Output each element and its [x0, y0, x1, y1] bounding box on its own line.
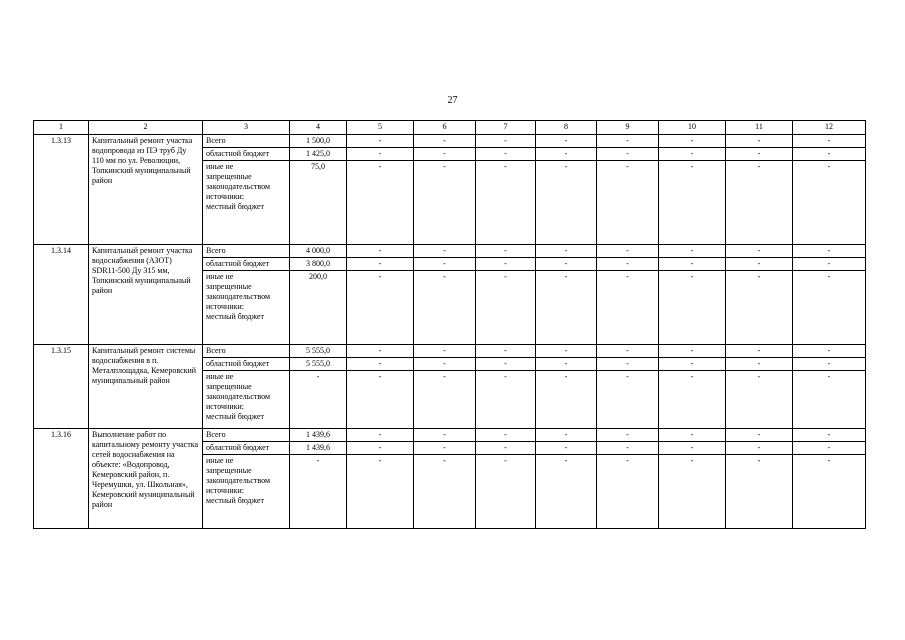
source-label-regional: областной бюджет — [203, 442, 290, 455]
header-cell: 4 — [290, 121, 347, 135]
empty-value-cell: - — [414, 148, 476, 161]
empty-value-cell: - — [476, 245, 536, 258]
value-local: 200,0 — [290, 271, 347, 345]
empty-value-cell: - — [793, 358, 866, 371]
empty-value-cell: - — [659, 258, 726, 271]
empty-value-cell: - — [476, 161, 536, 245]
empty-value-cell: - — [659, 429, 726, 442]
empty-value-cell: - — [536, 258, 597, 271]
empty-value-cell: - — [476, 258, 536, 271]
item-number: 1.3.14 — [34, 245, 89, 345]
empty-value-cell: - — [793, 442, 866, 455]
value-total: 1 500,0 — [290, 135, 347, 148]
empty-value-cell: - — [414, 358, 476, 371]
header-cell: 8 — [536, 121, 597, 135]
source-label-regional: областной бюджет — [203, 148, 290, 161]
source-label-total: Всего — [203, 135, 290, 148]
row-total — [34, 345, 866, 358]
empty-value-cell: - — [414, 245, 476, 258]
empty-value-cell: - — [347, 442, 414, 455]
header-cell: 3 — [203, 121, 290, 135]
empty-value-cell: - — [726, 442, 793, 455]
source-label-total: Всего — [203, 245, 290, 258]
empty-value-cell: - — [793, 345, 866, 358]
empty-value-cell: - — [793, 429, 866, 442]
source-label-regional: областной бюджет — [203, 358, 290, 371]
empty-value-cell: - — [659, 371, 726, 429]
empty-value-cell: - — [414, 429, 476, 442]
empty-value-cell: - — [476, 358, 536, 371]
item-number: 1.3.16 — [34, 429, 89, 529]
empty-value-cell: - — [726, 429, 793, 442]
item-name: Выполнение работ по капитальному ремонту участка сетей водоснабжения на объекте: «Водопровод, Кемеровский район, п. Черемушки, ул. Школьная», Кемеровский муниципальный район — [89, 429, 203, 529]
empty-value-cell: - — [793, 148, 866, 161]
empty-value-cell: - — [347, 258, 414, 271]
empty-value-cell: - — [414, 371, 476, 429]
empty-value-cell: - — [347, 245, 414, 258]
row-total — [34, 245, 866, 258]
empty-value-cell: - — [414, 455, 476, 529]
empty-value-cell: - — [659, 358, 726, 371]
empty-value-cell: - — [536, 358, 597, 371]
empty-value-cell: - — [347, 161, 414, 245]
value-total: 5 555,0 — [290, 345, 347, 358]
source-label-local: иные не запрещенные законодательством источники: местный бюджет — [203, 371, 290, 429]
empty-value-cell: - — [659, 345, 726, 358]
empty-value-cell: - — [536, 148, 597, 161]
empty-value-cell: - — [659, 245, 726, 258]
empty-value-cell: - — [659, 455, 726, 529]
empty-value-cell: - — [726, 258, 793, 271]
empty-value-cell: - — [597, 161, 659, 245]
empty-value-cell: - — [414, 271, 476, 345]
empty-value-cell: - — [347, 271, 414, 345]
header-cell: 2 — [89, 121, 203, 135]
header-cell: 10 — [659, 121, 726, 135]
source-label-total: Всего — [203, 429, 290, 442]
empty-value-cell: - — [536, 429, 597, 442]
header-cell: 6 — [414, 121, 476, 135]
empty-value-cell: - — [414, 258, 476, 271]
page-number: 27 — [447, 95, 458, 106]
empty-value-cell: - — [793, 371, 866, 429]
source-label-local: иные не запрещенные законодательством источники: местный бюджет — [203, 161, 290, 245]
empty-value-cell: - — [597, 345, 659, 358]
empty-value-cell: - — [476, 148, 536, 161]
source-label-total: Всего — [203, 345, 290, 358]
empty-value-cell: - — [347, 148, 414, 161]
empty-value-cell: - — [597, 245, 659, 258]
source-label-regional: областной бюджет — [203, 258, 290, 271]
empty-value-cell: - — [347, 345, 414, 358]
empty-value-cell: - — [726, 245, 793, 258]
empty-value-cell: - — [726, 148, 793, 161]
empty-value-cell: - — [597, 135, 659, 148]
empty-value-cell: - — [476, 371, 536, 429]
item-number: 1.3.15 — [34, 345, 89, 429]
empty-value-cell: - — [726, 271, 793, 345]
value-local: - — [290, 371, 347, 429]
empty-value-cell: - — [476, 455, 536, 529]
row-total — [34, 135, 866, 148]
empty-value-cell: - — [414, 345, 476, 358]
empty-value-cell: - — [659, 161, 726, 245]
empty-value-cell: - — [347, 455, 414, 529]
item-name: Капитальный ремонт участка водоснабжения (АЗОТ) SDR11-500 Ду 315 мм, Топкинский муниципальный район — [89, 245, 203, 345]
empty-value-cell: - — [476, 135, 536, 148]
value-local: - — [290, 455, 347, 529]
empty-value-cell: - — [597, 442, 659, 455]
empty-value-cell: - — [793, 161, 866, 245]
empty-value-cell: - — [597, 429, 659, 442]
value-regional: 1 439,6 — [290, 442, 347, 455]
value-regional: 1 425,0 — [290, 148, 347, 161]
empty-value-cell: - — [659, 442, 726, 455]
empty-value-cell: - — [726, 161, 793, 245]
value-regional: 3 800,0 — [290, 258, 347, 271]
empty-value-cell: - — [347, 358, 414, 371]
header-cell: 12 — [793, 121, 866, 135]
value-total: 1 439,6 — [290, 429, 347, 442]
source-label-local: иные не запрещенные законодательством источники: местный бюджет — [203, 455, 290, 529]
empty-value-cell: - — [414, 161, 476, 245]
value-local: 75,0 — [290, 161, 347, 245]
empty-value-cell: - — [659, 148, 726, 161]
header-cell: 11 — [726, 121, 793, 135]
header-row — [34, 121, 866, 135]
row-total — [34, 429, 866, 442]
empty-value-cell: - — [597, 258, 659, 271]
value-regional: 5 555,0 — [290, 358, 347, 371]
empty-value-cell: - — [726, 135, 793, 148]
header-cell: 9 — [597, 121, 659, 135]
empty-value-cell: - — [536, 135, 597, 148]
value-total: 4 000,0 — [290, 245, 347, 258]
empty-value-cell: - — [347, 429, 414, 442]
empty-value-cell: - — [347, 371, 414, 429]
empty-value-cell: - — [726, 371, 793, 429]
empty-value-cell: - — [536, 442, 597, 455]
empty-value-cell: - — [726, 358, 793, 371]
empty-value-cell: - — [414, 135, 476, 148]
empty-value-cell: - — [347, 135, 414, 148]
header-cell: 5 — [347, 121, 414, 135]
empty-value-cell: - — [597, 358, 659, 371]
empty-value-cell: - — [793, 271, 866, 345]
empty-value-cell: - — [597, 148, 659, 161]
empty-value-cell: - — [476, 271, 536, 345]
empty-value-cell: - — [597, 271, 659, 345]
empty-value-cell: - — [597, 455, 659, 529]
empty-value-cell: - — [536, 245, 597, 258]
header-cell: 7 — [476, 121, 536, 135]
empty-value-cell: - — [414, 442, 476, 455]
empty-value-cell: - — [793, 455, 866, 529]
empty-value-cell: - — [476, 429, 536, 442]
empty-value-cell: - — [793, 135, 866, 148]
empty-value-cell: - — [536, 455, 597, 529]
budget-table — [33, 120, 866, 529]
empty-value-cell: - — [476, 442, 536, 455]
empty-value-cell: - — [536, 371, 597, 429]
empty-value-cell: - — [793, 245, 866, 258]
empty-value-cell: - — [659, 271, 726, 345]
item-number: 1.3.13 — [34, 135, 89, 245]
empty-value-cell: - — [726, 455, 793, 529]
empty-value-cell: - — [536, 271, 597, 345]
empty-value-cell: - — [659, 135, 726, 148]
empty-value-cell: - — [536, 345, 597, 358]
empty-value-cell: - — [793, 258, 866, 271]
empty-value-cell: - — [597, 371, 659, 429]
source-label-local: иные не запрещенные законодательством источники: местный бюджет — [203, 271, 290, 345]
empty-value-cell: - — [476, 345, 536, 358]
empty-value-cell: - — [536, 161, 597, 245]
header-cell: 1 — [34, 121, 89, 135]
empty-value-cell: - — [726, 345, 793, 358]
item-name: Капитальный ремонт участка водопровода из ПЭ труб Ду 110 мм по ул. Революции, Топкинский муниципальный район — [89, 135, 203, 245]
item-name: Капитальный ремонт системы водоснабжения в п. Металплощадка, Кемеровский муниципальный район — [89, 345, 203, 429]
